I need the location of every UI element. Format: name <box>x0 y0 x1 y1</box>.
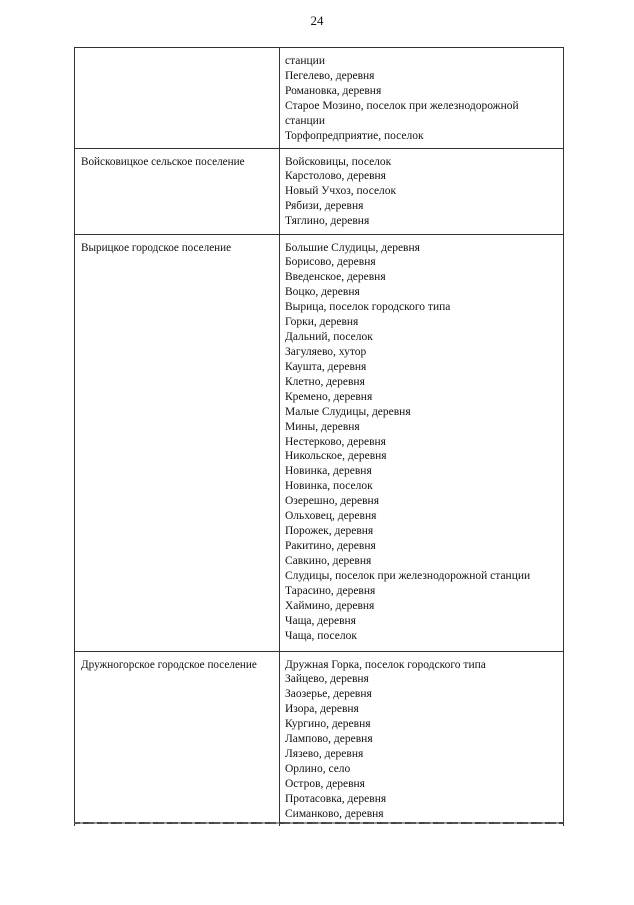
place-item: станции <box>285 55 325 67</box>
table-row <box>75 651 564 826</box>
place-item: Савкино, деревня <box>285 554 372 567</box>
place-item: Введенское, деревня <box>285 271 386 284</box>
settlements-table <box>74 47 564 826</box>
place-item: Пегелево, деревня <box>285 69 375 82</box>
place-item: Старое Мозино, поселок при железнодорожной <box>285 99 519 112</box>
table-row <box>75 48 564 149</box>
place-item: Остров, деревня <box>285 777 365 790</box>
place-item: Заозерье, деревня <box>285 688 372 701</box>
place-item: Новинка, деревня <box>285 465 372 478</box>
places-cell <box>280 234 564 651</box>
place-item: Тяглино, деревня <box>285 215 370 228</box>
place-item: Воцко, деревня <box>285 286 360 299</box>
place-item: Симанково, деревня <box>285 807 384 820</box>
municipality-cell: Вырицкое городское поселение <box>75 234 280 651</box>
place-item: Зайцево, деревня <box>285 673 369 686</box>
place-item: Слудицы, поселок при железнодорожной станции <box>285 569 531 582</box>
place-item: Изора, деревня <box>285 703 359 716</box>
place-item: Хаймино, деревня <box>285 599 375 612</box>
place-item: Тарасино, деревня <box>285 584 376 597</box>
place-item: Орлино, село <box>285 762 351 775</box>
place-item: Лампово, деревня <box>285 733 373 746</box>
place-item: Кремено, деревня <box>285 390 373 403</box>
place-item: Ольховец, деревня <box>285 510 377 523</box>
place-item: Романовка, деревня <box>285 84 382 97</box>
place-item: Рябизи, деревня <box>285 200 364 213</box>
place-item: Карстолово, деревня <box>285 170 386 183</box>
place-item: Никольское, деревня <box>285 450 387 463</box>
place-item: Вырица, поселок городского типа <box>285 301 451 314</box>
place-item: Борисово, деревня <box>285 256 376 269</box>
place-item: станции <box>285 114 325 127</box>
place-item: Загуляево, хутор <box>285 345 367 358</box>
place-item: Лязево, деревня <box>285 748 364 761</box>
place-item: Клетно, деревня <box>285 375 365 388</box>
place-item: Нестерково, деревня <box>285 435 386 448</box>
place-item: Порожек, деревня <box>285 525 374 538</box>
place-item: Мины, деревня <box>285 420 360 433</box>
place-item: Горки, деревня <box>285 316 359 329</box>
places-cell <box>280 48 564 149</box>
place-item: Дружная Горка, поселок городского типа <box>285 658 486 671</box>
place-item: Протасовка, деревня <box>285 792 387 805</box>
page-number: 24 <box>310 13 324 28</box>
table-row <box>75 234 564 651</box>
municipality-cell: Войсковицкое сельское поселение <box>75 148 280 234</box>
place-item: Чаща, поселок <box>285 629 357 642</box>
place-item: Кургино, деревня <box>285 718 371 731</box>
table-row <box>75 148 564 234</box>
municipality-cell: Дружногорское городское поселение <box>75 651 280 826</box>
place-item: Торфопредприятие, поселок <box>285 129 424 142</box>
place-item: Новинка, поселок <box>285 480 373 493</box>
place-item: Дальний, поселок <box>285 331 373 344</box>
place-item: Каушта, деревня <box>285 360 367 373</box>
places-cell <box>280 651 564 826</box>
place-item: Войсковицы, поселок <box>285 155 392 168</box>
place-item: Чаща, деревня <box>285 614 356 627</box>
municipality-cell <box>75 48 280 149</box>
place-item: Озерешно, деревня <box>285 495 379 508</box>
place-item: Большие Слудицы, деревня <box>285 241 420 254</box>
place-item: Малые Слудицы, деревня <box>285 405 411 418</box>
place-item: Новый Учхоз, поселок <box>285 185 397 198</box>
page-cut-line <box>74 822 563 824</box>
place-item: Ракитино, деревня <box>285 539 376 552</box>
places-cell <box>280 148 564 234</box>
